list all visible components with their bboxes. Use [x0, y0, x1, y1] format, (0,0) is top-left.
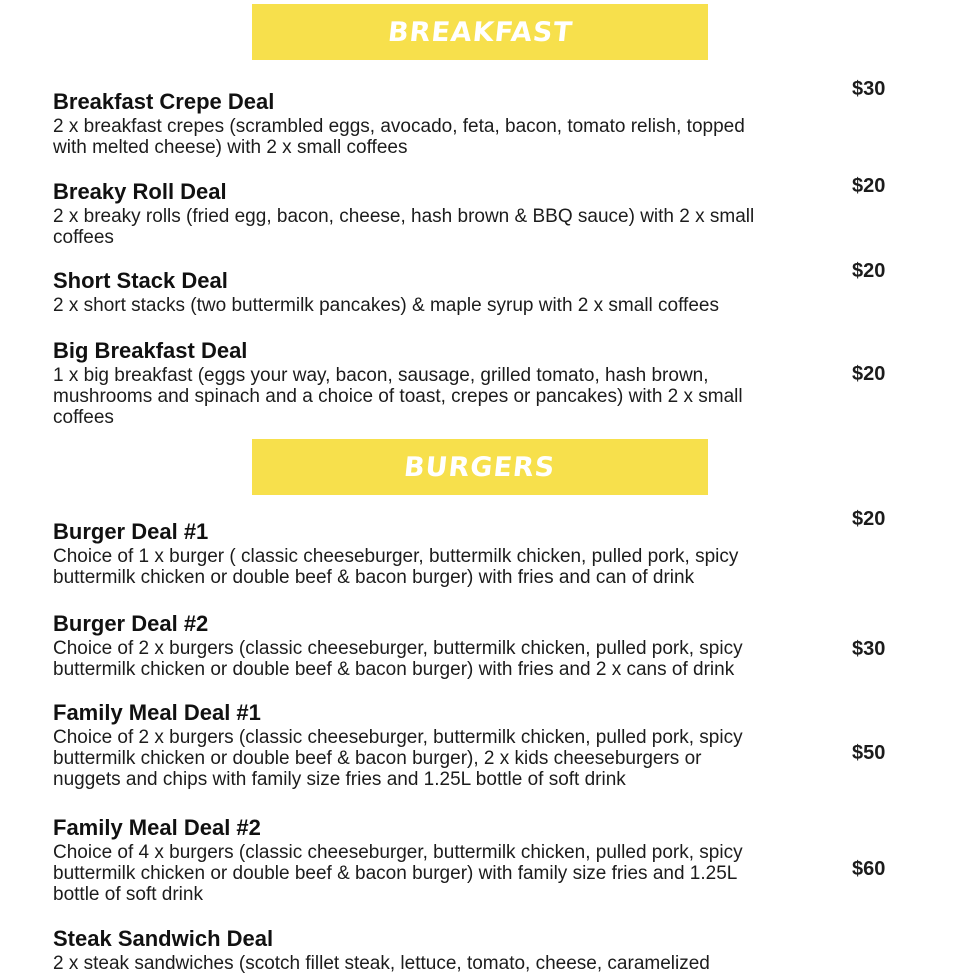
item-name: Big Breakfast Deal — [53, 338, 248, 363]
item-description — [53, 546, 843, 588]
item-price: $20 — [852, 508, 886, 530]
item-name: Steak Sandwich Deal — [53, 926, 274, 951]
item-description — [53, 638, 843, 680]
item-name: Breakfast Crepe Deal — [53, 89, 275, 114]
item-description — [53, 842, 843, 905]
item-price: $20 — [852, 260, 886, 282]
item-description-line: 1 x big breakfast (eggs your way, bacon, sausage, grilled tomato, hash brown, — [53, 365, 709, 386]
item-description — [53, 365, 843, 428]
item-description — [53, 953, 843, 974]
item-price: $30 — [852, 638, 886, 660]
item-name: Burger Deal #2 — [53, 611, 209, 636]
menu-item-breakfast-crepe-deal — [53, 90, 843, 158]
item-description-line: 2 x steak sandwiches (scotch fillet steak, lettuce, tomato, cheese, caramelized — [53, 953, 710, 974]
item-description-line: coffees — [53, 407, 114, 428]
breakfast-section-banner — [252, 4, 708, 60]
item-name: Short Stack Deal — [53, 268, 228, 293]
item-price: $20 — [852, 363, 886, 385]
item-description — [53, 116, 843, 158]
item-name: Family Meal Deal #1 — [53, 700, 261, 725]
menu-item-family-meal-deal-2 — [53, 816, 843, 905]
burgers-section-banner — [252, 439, 708, 495]
menu-item-short-stack-deal — [53, 269, 843, 316]
menu-item-big-breakfast-deal — [53, 339, 843, 428]
menu-item-breaky-roll-deal — [53, 180, 843, 248]
item-description-line: buttermilk chicken or double beef & bacon burger), 2 x kids cheeseburgers or — [53, 748, 702, 769]
item-description-line: buttermilk chicken or double beef & bacon burger) with family size fries and 1.25L — [53, 863, 738, 884]
item-description-line: coffees — [53, 227, 114, 248]
item-description-line: Choice of 2 x burgers (classic cheeseburger, buttermilk chicken, pulled pork, spicy — [53, 638, 743, 659]
item-description-line: 2 x short stacks (two buttermilk pancakes) & maple syrup with 2 x small coffees — [53, 295, 719, 316]
menu-item-steak-sandwich-deal — [53, 927, 843, 974]
item-price: $50 — [852, 742, 886, 764]
item-description-line: with melted cheese) with 2 x small coffees — [53, 137, 408, 158]
item-description-line: buttermilk chicken or double beef & bacon burger) with fries and 2 x cans of drink — [53, 659, 735, 680]
burgers-section-title: BURGERS — [402, 451, 558, 483]
item-description-line: nuggets and chips with family size fries and 1.25L bottle of soft drink — [53, 769, 626, 790]
breakfast-section-title: BREAKFAST — [385, 16, 575, 48]
item-price: $60 — [852, 858, 886, 880]
item-description-line: Choice of 1 x burger ( classic cheeseburger, buttermilk chicken, pulled pork, spicy — [53, 546, 739, 567]
item-description — [53, 295, 843, 316]
item-description-line: Choice of 2 x burgers (classic cheeseburger, buttermilk chicken, pulled pork, spicy — [53, 727, 743, 748]
item-description — [53, 206, 843, 248]
item-description-line: 2 x breakfast crepes (scrambled eggs, avocado, feta, bacon, tomato relish, topped — [53, 116, 745, 137]
item-description-line: 2 x breaky rolls (fried egg, bacon, cheese, hash brown & BBQ sauce) with 2 x small — [53, 206, 755, 227]
item-description-line: Choice of 4 x burgers (classic cheeseburger, buttermilk chicken, pulled pork, spicy — [53, 842, 743, 863]
item-description-line: mushrooms and spinach and a choice of toast, crepes or pancakes) with 2 x small — [53, 386, 743, 407]
menu-item-burger-deal-1 — [53, 520, 843, 588]
item-price: $30 — [852, 78, 886, 100]
item-name: Breaky Roll Deal — [53, 179, 227, 204]
item-description-line: bottle of soft drink — [53, 884, 203, 905]
item-name: Burger Deal #1 — [53, 519, 209, 544]
menu-item-family-meal-deal-1 — [53, 701, 843, 790]
item-description — [53, 727, 843, 790]
item-price: $20 — [852, 175, 886, 197]
item-description-line: buttermilk chicken or double beef & bacon burger) with fries and can of drink — [53, 567, 695, 588]
menu-item-burger-deal-2 — [53, 612, 843, 680]
item-name: Family Meal Deal #2 — [53, 815, 261, 840]
